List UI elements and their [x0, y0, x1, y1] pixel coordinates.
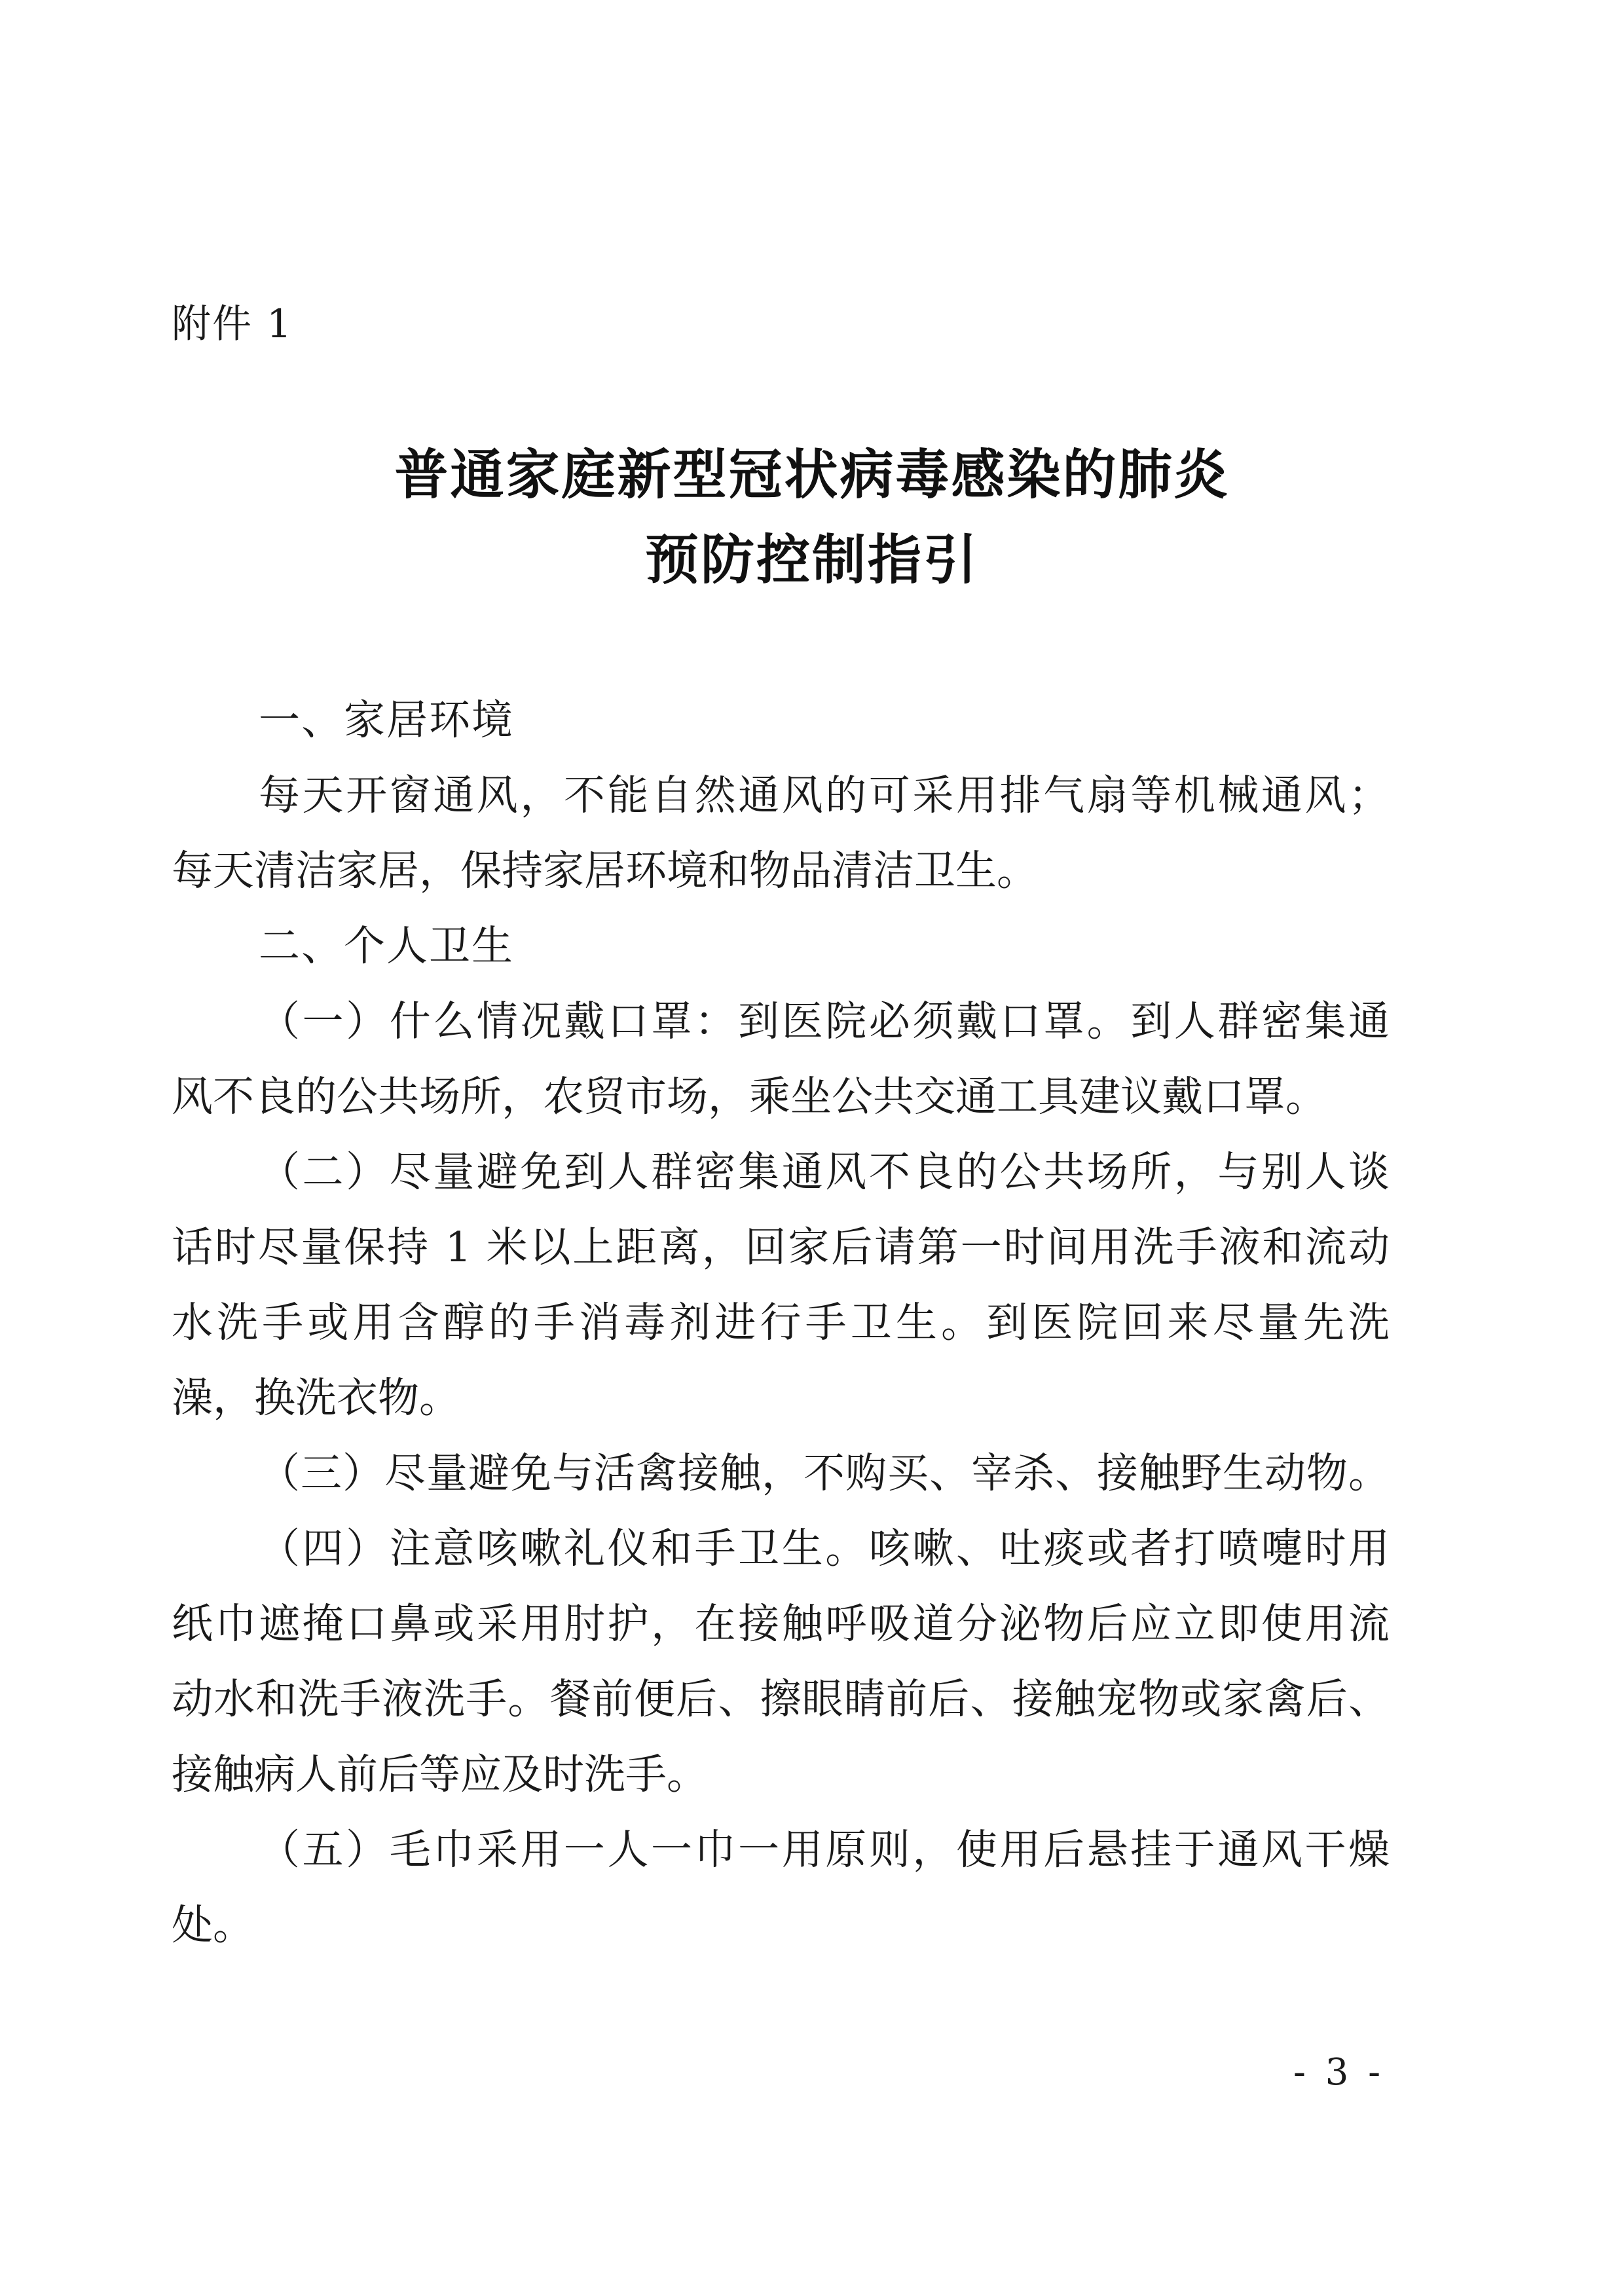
attachment-label: 附件 1: [172, 301, 293, 347]
paragraph-line: 每天开窗通风，不能自然通风的可采用排气扇等机械通风；: [259, 771, 1390, 819]
paragraph-line: 纸巾遮掩口鼻或采用肘护，在接触呼吸道分泌物后应立即使用流: [172, 1600, 1390, 1648]
paragraph-line: 话时尽量保持 1 米以上距离，回家后请第一时间用洗手液和流动: [172, 1223, 1390, 1271]
paragraph-line: 风不良的公共场所，农贸市场，乘坐公共交通工具建议戴口罩。: [172, 1073, 1327, 1120]
paragraph-line: 水洗手或用含醇的手消毒剂进行手卫生。到医院回来尽量先洗: [172, 1299, 1390, 1346]
section-2-heading: 二、个人卫生: [259, 922, 514, 970]
section-1-heading: 一、家居环境: [259, 696, 514, 744]
paragraph-line: 处。: [172, 1901, 254, 1949]
paragraph-line: （四）注意咳嗽礼仪和手卫生。咳嗽、吐痰或者打喷嚏时用: [259, 1525, 1390, 1572]
paragraph-line: （一）什么情况戴口罩：到医院必须戴口罩。到人群密集通: [259, 997, 1390, 1045]
paragraph-line: （五）毛巾采用一人一巾一用原则，使用后悬挂于通风干燥: [259, 1826, 1390, 1874]
document-title-line-1: 普通家庭新型冠状病毒感染的肺炎: [394, 443, 1230, 506]
paragraph-line: 动水和洗手液洗手。餐前便后、擦眼睛前后、接触宠物或家禽后、: [172, 1675, 1390, 1723]
paragraph-line: （二）尽量避免到人群密集通风不良的公共场所，与别人谈: [259, 1148, 1390, 1196]
page-number: - 3 -: [1293, 2051, 1385, 2094]
paragraph-line: 澡，换洗衣物。: [172, 1374, 460, 1422]
paragraph-line: 接触病人前后等应及时洗手。: [172, 1750, 708, 1798]
paragraph-line: （三）尽量避免与活禽接触，不购买、宰杀、接触野生动物。: [259, 1449, 1390, 1497]
paragraph-line: 每天清洁家居，保持家居环境和物品清洁卫生。: [172, 847, 1038, 895]
document-title-line-2: 预防控制指引: [644, 528, 979, 591]
